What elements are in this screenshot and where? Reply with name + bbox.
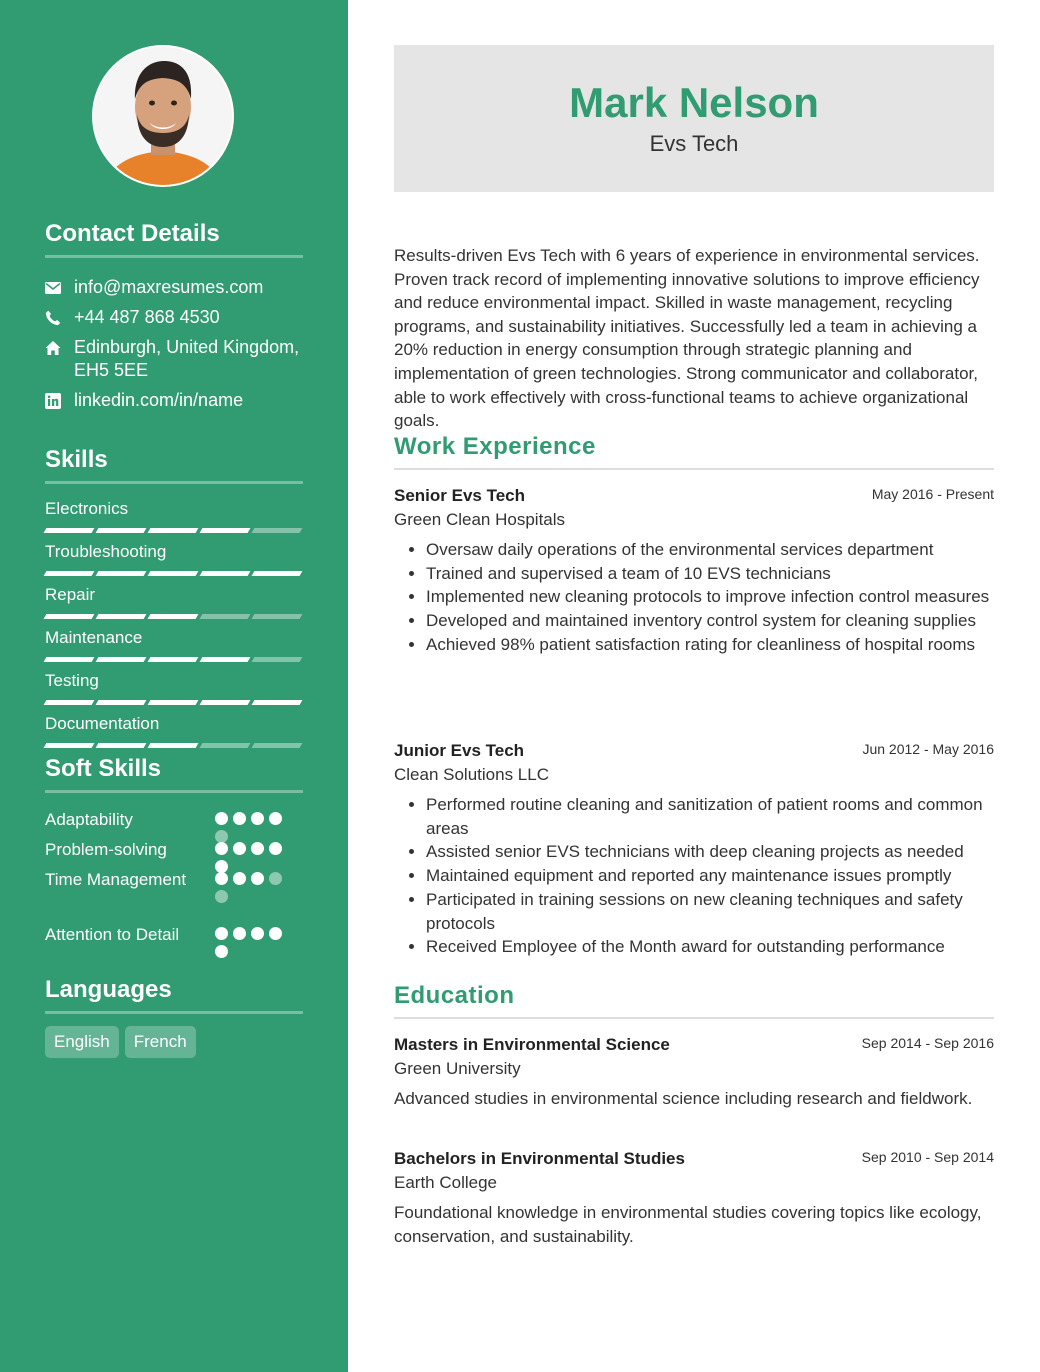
skill-level-segment (200, 528, 251, 533)
contact-linkedin[interactable] (45, 389, 305, 412)
rating-dot (269, 842, 282, 855)
soft-skill-item (45, 808, 303, 838)
skill-level-segment (44, 614, 95, 619)
linkedin-icon (45, 393, 61, 409)
sidebar (0, 0, 348, 1372)
education-school: Earth College (394, 1173, 498, 1192)
soft-skill-name: Time Management (45, 870, 187, 889)
job-dates: May 2016 - Present (871, 486, 994, 502)
skill-level-segment (252, 614, 303, 619)
skill-level-segment (200, 743, 251, 748)
rating-dot (251, 872, 264, 885)
soft-skill-name: Problem-solving (45, 840, 167, 859)
job-bullet: • Received Employee of the Month award for outstanding performance (426, 935, 994, 959)
skill-level-segment (148, 528, 199, 533)
rating-dot (269, 927, 282, 940)
skill-name: Repair (45, 585, 96, 604)
soft-skill-name: Attention to Detail (45, 925, 180, 944)
job-bullet: • Maintained equipment and reported any maintenance issues promptly (426, 864, 994, 888)
skill-name: Maintenance (45, 628, 143, 647)
job-company: Clean Solutions LLC (394, 765, 549, 784)
skill-level-segment (44, 571, 95, 576)
job-bullets (394, 538, 994, 657)
skill-item (45, 583, 303, 626)
job-entry (394, 484, 994, 657)
education-entry (394, 1147, 994, 1248)
soft-skills-list (45, 808, 303, 978)
job-bullets (394, 793, 994, 959)
skill-level-segment (252, 528, 303, 533)
job-bullet: • Achieved 98% patient satisfaction rating for cleanliness of hospital rooms (426, 633, 994, 657)
rating-dot (233, 927, 246, 940)
home-icon (45, 340, 61, 356)
education-heading: Education (394, 982, 994, 1019)
rating-dot (251, 842, 264, 855)
soft-skill-rating (215, 872, 291, 903)
rating-dot (233, 872, 246, 885)
soft-skills-heading: Soft Skills (45, 755, 303, 793)
job-dates: Jun 2012 - May 2016 (862, 741, 994, 757)
soft-skill-item (45, 838, 303, 868)
contact-phone[interactable] (45, 306, 305, 329)
skill-item (45, 669, 303, 712)
job-title: Junior Evs Tech (394, 741, 525, 760)
rating-dot (215, 872, 228, 885)
work-experience-heading: Work Experience (394, 433, 994, 470)
education-degree: Bachelors in Environmental Studies (394, 1149, 685, 1168)
education-description: Advanced studies in environmental science including research and fieldwork. (394, 1089, 973, 1108)
person-title: Evs Tech (649, 131, 739, 156)
rating-dot (215, 842, 228, 855)
contact-linkedin-text: linkedin.com/in/name (74, 390, 244, 410)
skill-level-segment (96, 571, 147, 576)
rating-dot (215, 927, 228, 940)
summary: Results-driven Evs Tech with 6 years of experience in environmental services. Proven track record of implementing innovative solutions to improve efficiency and reduce environmental impact. Skilled in waste management, recycling programs, and sustainability initiatives. Successfully led a team in achieving a 20% reduction in energy consumption through strategic planning and implementation of green technologies. Strong communicator and collaborator, able to work effectively with cross-functional teams to achieve organizational goals. (394, 246, 980, 431)
skill-level-segment (252, 700, 303, 705)
rating-dot (215, 812, 228, 825)
name-header (394, 45, 994, 192)
job-bullet: • Developed and maintained inventory control system for cleaning supplies (426, 609, 994, 633)
skill-level-bar (45, 657, 303, 662)
profile-photo (92, 45, 234, 187)
skill-level-segment (96, 700, 147, 705)
education-entry (394, 1033, 994, 1111)
job-bullet: • Trained and supervised a team of 10 EVS technicians (426, 562, 994, 586)
education-degree: Masters in Environmental Science (394, 1035, 670, 1054)
rating-dot (251, 812, 264, 825)
language-tag: English (45, 1026, 119, 1058)
skill-level-segment (96, 614, 147, 619)
contact-email-text: info@maxresumes.com (74, 277, 264, 297)
soft-skill-name: Adaptability (45, 810, 133, 829)
skill-level-segment (44, 743, 95, 748)
skill-level-segment (148, 743, 199, 748)
rating-dot (233, 842, 246, 855)
skill-name: Electronics (45, 499, 129, 518)
rating-dot (215, 945, 228, 958)
skill-level-segment (96, 743, 147, 748)
rating-dot (215, 890, 228, 903)
skill-level-segment (96, 528, 147, 533)
skill-item (45, 540, 303, 583)
skills-heading: Skills (45, 446, 303, 484)
soft-skill-rating (215, 927, 291, 958)
job-bullet: • Performed routine cleaning and sanitization of patient rooms and common areas (426, 793, 994, 840)
job-title: Senior Evs Tech (394, 486, 526, 505)
education-dates: Sep 2010 - Sep 2014 (861, 1149, 994, 1165)
rating-dot (233, 812, 246, 825)
contact-list (45, 276, 305, 419)
avatar-icon (94, 47, 232, 185)
skill-level-segment (148, 571, 199, 576)
skill-level-segment (44, 657, 95, 662)
skill-item (45, 626, 303, 669)
languages-heading: Languages (45, 976, 303, 1014)
skill-item (45, 712, 303, 755)
education-description: Foundational knowledge in environmental studies covering topics like ecology, conservation, and sustainability. (394, 1203, 982, 1246)
job-bullet: • Oversaw daily operations of the environmental services department (426, 538, 994, 562)
job-bullet: • Participated in training sessions on new cleaning techniques and safety protocols (426, 888, 994, 935)
job-company: Green Clean Hospitals (394, 510, 566, 529)
skill-level-segment (200, 657, 251, 662)
languages-list (45, 1026, 196, 1058)
skill-level-segment (200, 614, 251, 619)
education-dates: Sep 2014 - Sep 2016 (861, 1035, 994, 1051)
phone-icon (45, 310, 61, 326)
skill-level-segment (252, 657, 303, 662)
skill-name: Documentation (45, 714, 160, 733)
skill-name: Troubleshooting (45, 542, 167, 561)
mail-icon (45, 280, 61, 296)
skill-level-segment (44, 528, 95, 533)
rating-dot (269, 812, 282, 825)
skill-item (45, 497, 303, 540)
skill-level-segment (252, 743, 303, 748)
job-entry (394, 739, 994, 959)
skill-level-bar (45, 743, 303, 748)
skill-level-segment (44, 700, 95, 705)
person-name: Mark Nelson (569, 79, 819, 126)
skill-level-segment (148, 700, 199, 705)
soft-skill-item (45, 923, 303, 978)
education-school: Green University (394, 1059, 521, 1078)
skill-level-segment (148, 657, 199, 662)
language-tag: French (125, 1026, 196, 1058)
rating-dot (269, 872, 282, 885)
skill-name: Testing (45, 671, 99, 690)
soft-skill-item (45, 868, 303, 923)
contact-heading: Contact Details (45, 220, 303, 258)
contact-phone-text: +44 487 868 4530 (74, 307, 220, 327)
job-bullet: • Assisted senior EVS technicians with deep cleaning projects as needed (426, 840, 994, 864)
rating-dot (251, 927, 264, 940)
skill-level-bar (45, 571, 303, 576)
skill-level-segment (200, 571, 251, 576)
skill-level-segment (148, 614, 199, 619)
contact-address (45, 336, 305, 382)
skill-level-bar (45, 614, 303, 619)
contact-address-text: Edinburgh, United Kingdom, EH5 5EE (74, 337, 300, 380)
job-bullet: • Implemented new cleaning protocols to improve infection control measures (426, 585, 994, 609)
skill-level-segment (252, 571, 303, 576)
skill-level-bar (45, 700, 303, 705)
skill-level-segment (96, 657, 147, 662)
skill-level-bar (45, 528, 303, 533)
skill-level-segment (200, 700, 251, 705)
skills-list (45, 497, 303, 755)
contact-email[interactable] (45, 276, 305, 299)
